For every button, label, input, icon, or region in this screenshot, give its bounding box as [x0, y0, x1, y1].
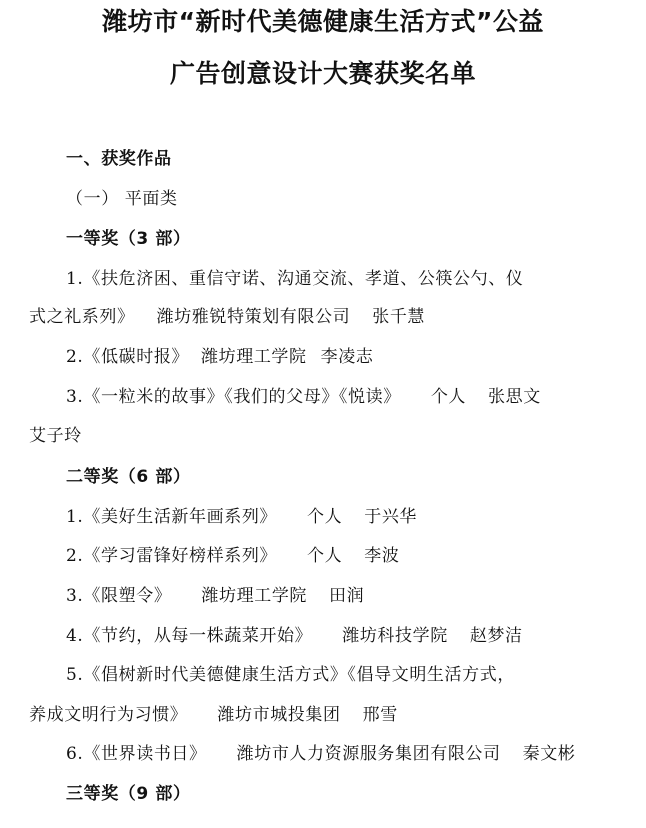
award-work: 4.《节约，从每一株蔬菜开始》 — [66, 626, 313, 646]
award-work: 养成文明行为习惯》 — [29, 705, 188, 725]
second-prize-item-3 — [66, 584, 364, 608]
award-work: 2.《低碳时报》 — [66, 347, 190, 367]
award-person: 邢雪 — [362, 705, 398, 725]
subsection-heading: （一） 平面类 — [66, 189, 178, 209]
award-work: 3.《一粒米的故事》《我们的父母》《悦读》 — [66, 387, 401, 407]
award-person: 李凌志 — [320, 347, 374, 367]
first-prize-heading: 一等奖（3 部） — [66, 229, 191, 249]
award-person: 田润 — [329, 586, 365, 606]
first-prize-item-3-line-b: 艾子玲 — [29, 426, 82, 446]
second-prize-item-1 — [66, 505, 417, 529]
award-organization: 潍坊雅锐特策划有限公司 — [156, 307, 351, 327]
award-organization: 个人 — [307, 546, 343, 566]
award-person: 秦文彬 — [522, 744, 576, 764]
award-work: 3.《限塑令》 — [66, 586, 172, 606]
award-work: 式之礼系列》 — [29, 307, 135, 327]
award-organization: 个人 — [307, 507, 343, 527]
award-organization: 潍坊理工学院 — [201, 586, 308, 606]
award-work: 6.《世界读书日》 — [66, 744, 207, 764]
second-prize-item-6 — [66, 742, 575, 766]
first-prize-item-1-line-b — [29, 305, 425, 329]
award-person: 于兴华 — [364, 507, 418, 527]
document-title-line-2: 广告创意设计大赛获奖名单 — [169, 59, 476, 88]
award-work: 2.《学习雷锋好榜样系列》 — [66, 546, 278, 566]
award-person: 李波 — [364, 546, 400, 566]
section-heading: 一、获奖作品 — [66, 149, 172, 169]
award-organization: 潍坊理工学院 — [201, 347, 307, 367]
second-prize-heading: 二等奖（6 部） — [66, 467, 191, 487]
second-prize-item-2 — [66, 544, 399, 568]
award-organization: 个人 — [430, 387, 467, 407]
second-prize-item-5-line-a: 5.《倡树新时代美德健康生活方式》《倡导文明生活方式， — [66, 665, 515, 685]
second-prize-item-4 — [66, 624, 523, 648]
first-prize-item-1-line-a: 1.《扶危济困、重信守诺、沟通交流、孝道、公筷公勺、仪 — [66, 269, 524, 289]
award-person: 赵梦洁 — [469, 626, 523, 646]
award-person: 张思文 — [488, 387, 541, 407]
first-prize-item-2 — [66, 345, 373, 369]
award-organization: 潍坊市人力资源服务集团有限公司 — [236, 744, 501, 764]
award-work: 1.《美好生活新年画系列》 — [66, 507, 278, 527]
second-prize-item-5-line-b — [29, 703, 398, 727]
award-organization: 潍坊市城投集团 — [217, 705, 341, 725]
award-organization: 潍坊科技学院 — [342, 626, 448, 646]
document-title-line-1: 潍坊市“新时代美德健康生活方式”公益 — [102, 7, 544, 36]
third-prize-heading: 三等奖（9 部） — [66, 784, 191, 804]
award-person: 张千慧 — [372, 307, 426, 327]
first-prize-item-3-line-a — [66, 385, 541, 409]
